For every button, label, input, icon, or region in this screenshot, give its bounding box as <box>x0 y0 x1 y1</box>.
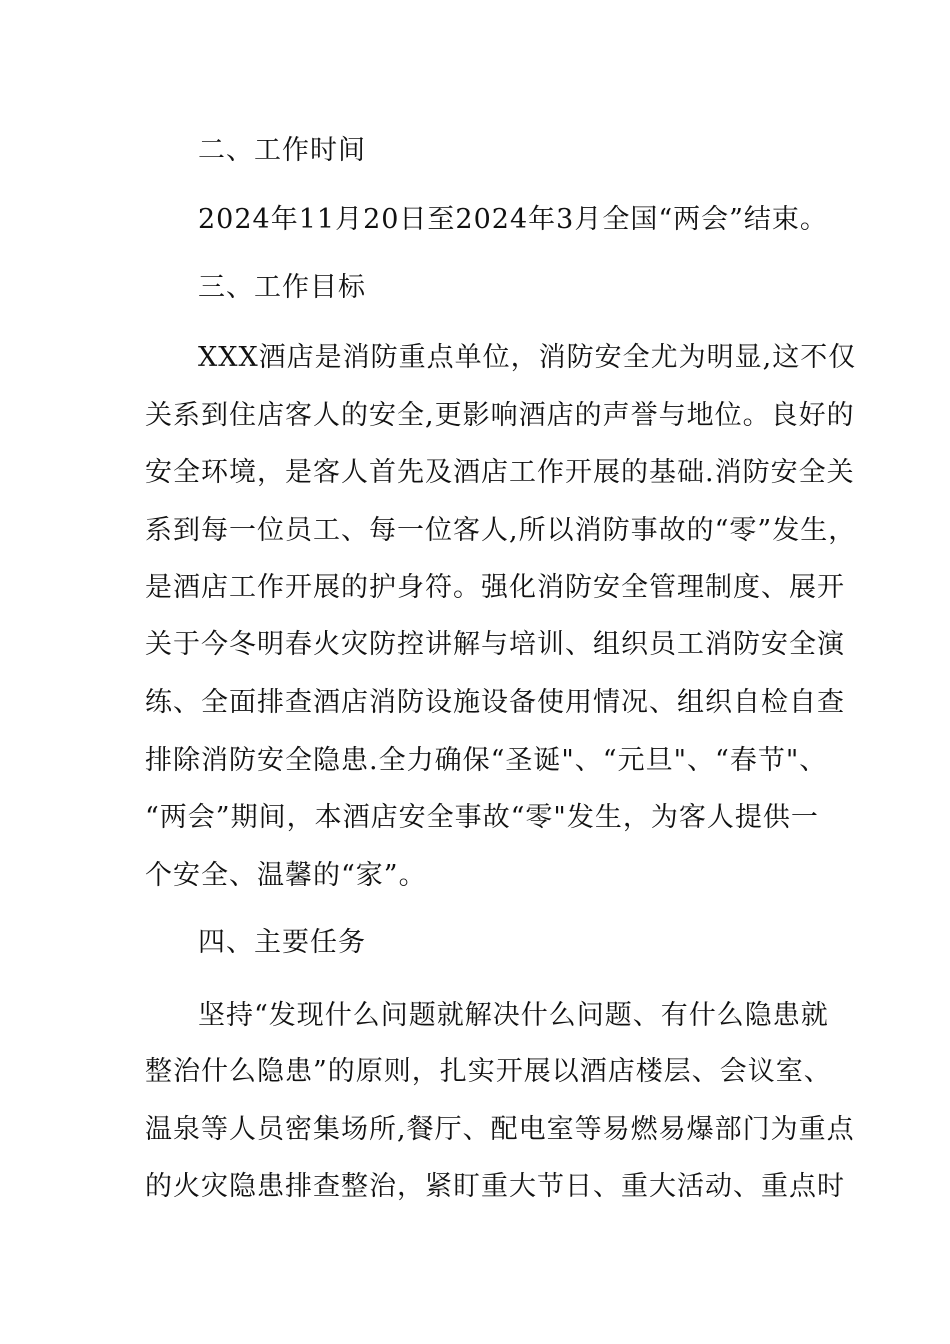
section-4-line-3: 温泉等人员密集场所,餐厅、配电室等易燃易爆部门为重点 <box>145 1114 855 1145</box>
section-4-heading: 四、主要任务 <box>198 927 366 958</box>
section-3-line-4: 系到每一位员工、每一位客人,所以消防事故的“零”发生， <box>145 515 857 546</box>
section-3-line-1: XXX酒店是消防重点单位，消防安全尤为明显,这不仅 <box>198 342 857 373</box>
section-2-heading: 二、工作时间 <box>198 135 366 166</box>
section-4-line-2: 整治什么隐患”的原则，扎实开展以酒店楼层、会议室、 <box>145 1056 832 1087</box>
section-3-line-6: 关于今冬明春火灾防控讲解与培训、组织员工消防安全演 <box>145 629 845 660</box>
section-4-line-1: 坚持“发现什么问题就解决什么问题、有什么隐患就 <box>198 1000 829 1031</box>
section-3-line-5: 是酒店工作开展的护身符。强化消防安全管理制度、展开 <box>145 572 845 603</box>
section-3-heading: 三、工作目标 <box>198 272 366 303</box>
section-3-line-7: 练、全面排查酒店消防设施设备使用情况、组织自检自查 <box>145 687 845 718</box>
section-2-text: 2024年11月20日至2024年3月全国“两会”结束。 <box>198 204 828 235</box>
section-3-line-8: 排除消防安全隐患.全力确保“圣诞"、“元旦"、“春节"、 <box>145 745 828 776</box>
section-3-line-9: “两会”期间，本酒店安全事故“零"发生，为客人提供一 <box>145 802 819 833</box>
section-3-line-10: 个安全、温馨的“家”。 <box>145 860 427 891</box>
section-3-line-3: 安全环境，是客人首先及酒店工作开展的基础.消防安全关 <box>145 457 855 488</box>
section-4-line-4: 的火灾隐患排查整治，紧盯重大节日、重大活动、重点时 <box>145 1171 845 1202</box>
section-3-line-2: 关系到住店客人的安全,更影响酒店的声誉与地位。良好的 <box>145 400 855 431</box>
